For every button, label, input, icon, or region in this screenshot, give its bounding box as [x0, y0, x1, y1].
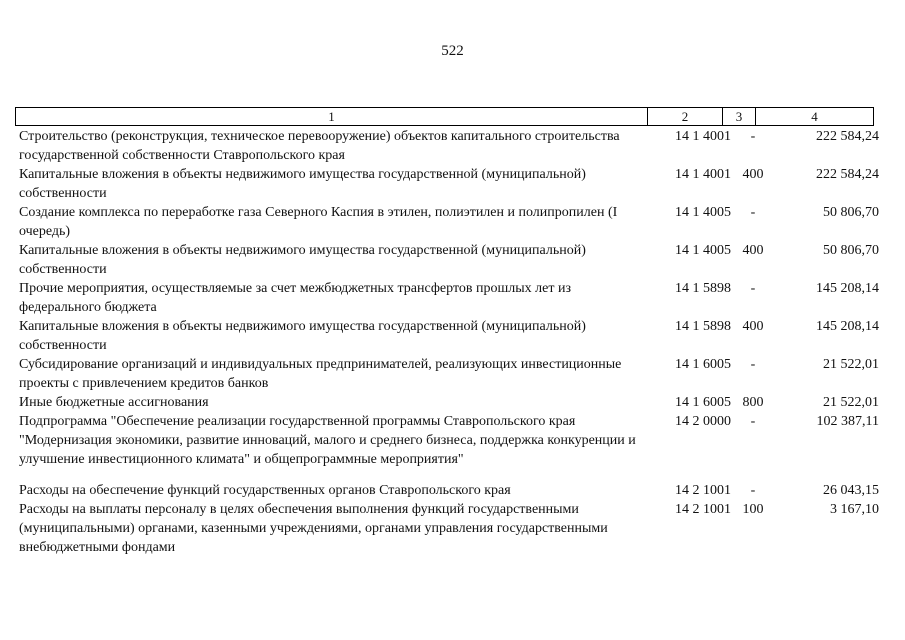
row-spacer	[15, 469, 885, 481]
table-row	[15, 203, 885, 241]
row-name: Капитальные вложения в объекты недвижимого имущества государственной (муниципальной) собственности	[19, 319, 586, 353]
row-name: Капитальные вложения в объекты недвижимого имущества государственной (муниципальной) собственности	[19, 167, 586, 201]
header-col-name: 1	[16, 108, 648, 126]
page-number: 522	[441, 43, 464, 59]
row-code: 14 1 5898	[675, 319, 731, 334]
row-sum: 145 208,14	[816, 281, 879, 296]
row-sum: 222 584,24	[816, 129, 879, 144]
row-sum: 102 387,11	[816, 414, 879, 429]
row-group: 400	[742, 243, 764, 258]
table-row	[15, 241, 885, 279]
row-group: -	[750, 414, 756, 429]
table-row	[15, 127, 885, 165]
row-code: 14 1 4005	[675, 243, 731, 258]
row-name: Прочие мероприятия, осуществляемые за счет межбюджетных трансфертов прошлых лет из федерального бюджета	[19, 281, 571, 315]
row-name: Иные бюджетные ассигнования	[19, 395, 209, 410]
row-name: Строительство (реконструкция, техническое перевооружение) объектов капитального строительства государственной собственности Ставропольского края	[19, 129, 620, 163]
row-sum: 222 584,24	[816, 167, 879, 182]
row-code: 14 2 1001	[675, 483, 731, 498]
row-name: Подпрограмма "Обеспечение реализации государственной программы Ставропольского края "Модернизация экономики, развитие инноваций, малого и среднего бизнеса, поддержка конкуренции и улучшение инвестиционного климата" и общепрограммные мероприятия"	[19, 414, 636, 467]
row-sum: 50 806,70	[823, 205, 879, 220]
budget-table	[15, 127, 885, 557]
row-group: -	[750, 357, 756, 372]
table-row	[15, 355, 885, 393]
row-name: Создание комплекса по переработке газа Северного Каспия в этилен, полиэтилен и полипропилен (I очередь)	[19, 205, 618, 239]
row-name: Субсидирование организаций и индивидуальных предпринимателей, реализующих инвестиционные проекты с привлечением кредитов банков	[19, 357, 622, 391]
table-row	[15, 500, 885, 557]
table-row	[15, 317, 885, 355]
row-name: Капитальные вложения в объекты недвижимого имущества государственной (муниципальной) собственности	[19, 243, 586, 277]
row-sum: 26 043,15	[823, 483, 879, 498]
header-col-code: 2	[648, 108, 723, 126]
row-code: 14 1 4001	[675, 167, 731, 182]
row-group: -	[750, 483, 756, 498]
table-row	[15, 165, 885, 203]
header-col-sum: 4	[756, 108, 874, 126]
row-code: 14 1 4001	[675, 129, 731, 144]
row-code: 14 2 1001	[675, 502, 731, 517]
table-row	[15, 412, 885, 469]
row-code: 14 2 0000	[675, 414, 731, 429]
row-group: -	[750, 205, 756, 220]
row-code: 14 1 5898	[675, 281, 731, 296]
spacer-cell	[15, 469, 885, 481]
row-group: -	[750, 281, 756, 296]
column-header-table	[15, 107, 874, 126]
table-row	[15, 393, 885, 412]
row-sum: 3 167,10	[830, 502, 879, 517]
row-code: 14 1 6005	[675, 395, 731, 410]
row-sum: 50 806,70	[823, 243, 879, 258]
row-group: 400	[742, 319, 764, 334]
row-group: -	[750, 129, 756, 144]
row-sum: 21 522,01	[823, 357, 879, 372]
row-group: 100	[742, 502, 764, 517]
row-sum: 145 208,14	[816, 319, 879, 334]
row-group: 400	[742, 167, 764, 182]
row-name: Расходы на выплаты персоналу в целях обеспечения выполнения функций государственными (муниципальными) органами, казенными учреждениями, органами управления государственными внебюджетными фондами	[19, 502, 608, 555]
header-col-group: 3	[723, 108, 756, 126]
row-sum: 21 522,01	[823, 395, 879, 410]
table-row	[15, 279, 885, 317]
row-code: 14 1 6005	[675, 357, 731, 372]
row-name: Расходы на обеспечение функций государственных органов Ставропольского края	[19, 483, 511, 498]
row-group: 800	[742, 395, 764, 410]
row-code: 14 1 4005	[675, 205, 731, 220]
table-row	[15, 481, 885, 500]
